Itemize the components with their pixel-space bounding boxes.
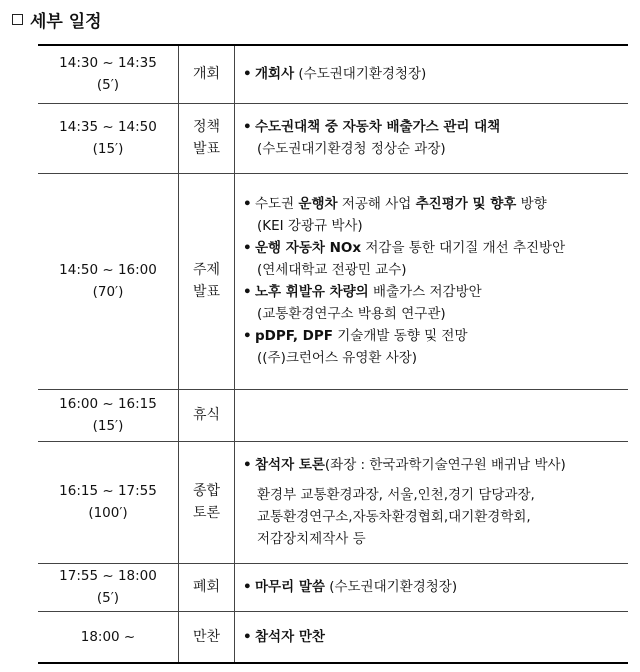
description-cell [235, 563, 629, 611]
table-row [38, 389, 628, 441]
section-heading [12, 6, 102, 32]
list-item: • 노후 휘발유 차량의 배출가스 저감방안 [243, 284, 482, 300]
section-title: 세부 일정 [30, 11, 102, 32]
category-cell: 정책 발표 [179, 103, 235, 173]
list-item: • 참석자 토론(좌장 : 한국과학기술연구원 배귀남 박사) [243, 457, 566, 473]
table-row [38, 563, 628, 611]
time-cell: 17:55 ~ 18:00 (5′) [38, 563, 179, 611]
list-item: • 수도권 운행차 저공해 사업 추진평가 및 향후 방향 [243, 196, 547, 212]
description-cell: • 수도권 운행차 저공해 사업 추진평가 및 향후 방향 (KEI 강광규 박사) • 운행 자동차 NOx 저감을 통한 대기질 개선 추진방안 (연세대학교 전광민 교수) • 노후 휘발유 차량의 배출가스 저감방안 (교통환경연구소 박용희 연구관) • pDPF, DPF 기술개발 동향 및 전망 ((주)크런어스 유영환 사장) [235, 173, 629, 389]
category-cell: 폐회 [179, 563, 235, 611]
checkbox-square-icon [12, 14, 23, 25]
list-item: • 운행 자동차 NOx 저감을 통한 대기질 개선 추진방안 [243, 240, 566, 256]
category-cell: 휴식 [179, 389, 235, 441]
description-cell: • 참석자 토론(좌장 : 한국과학기술연구원 배귀남 박사) 환경부 교통환경과장, 서울,인천,경기 담당과장, 교통환경연구소,자동차환경협회,대기환경학회, 저감장치제작사 등 [235, 441, 629, 563]
category-cell: 개회 [179, 45, 235, 103]
time-cell: 14:35 ~ 14:50 (15′) [38, 103, 179, 173]
table-row [38, 103, 628, 173]
category-cell: 종합 토론 [179, 441, 235, 563]
category-cell: 주제 발표 [179, 173, 235, 389]
description-cell [235, 389, 629, 441]
table-row [38, 441, 628, 563]
time-cell: 14:30 ~ 14:35 (5′) [38, 45, 179, 103]
list-item: • 마무리 말씀 (수도권대기환경청장) [243, 579, 458, 595]
table-row [38, 45, 628, 103]
list-item: • 참석자 만찬 [243, 628, 325, 645]
category-cell: 만찬 [179, 611, 235, 663]
time-cell: 18:00 ~ [38, 611, 179, 663]
description-cell [235, 611, 629, 663]
list-item: • 수도권대책 중 자동차 배출가스 관리 대책 [243, 119, 501, 135]
list-item: • 개회사 (수도권대기환경청장) [243, 66, 427, 83]
table-row [38, 173, 628, 389]
time-cell: 14:50 ~ 16:00 (70′) [38, 173, 179, 389]
schedule-table [38, 44, 628, 664]
description-cell: • 수도권대책 중 자동차 배출가스 관리 대책 (수도권대기환경청 정상순 과장) [235, 103, 629, 173]
table-row [38, 611, 628, 663]
time-cell: 16:15 ~ 17:55 (100′) [38, 441, 179, 563]
description-cell [235, 45, 629, 103]
time-cell: 16:00 ~ 16:15 (15′) [38, 389, 179, 441]
list-item: • pDPF, DPF 기술개발 동향 및 전망 [243, 328, 468, 344]
